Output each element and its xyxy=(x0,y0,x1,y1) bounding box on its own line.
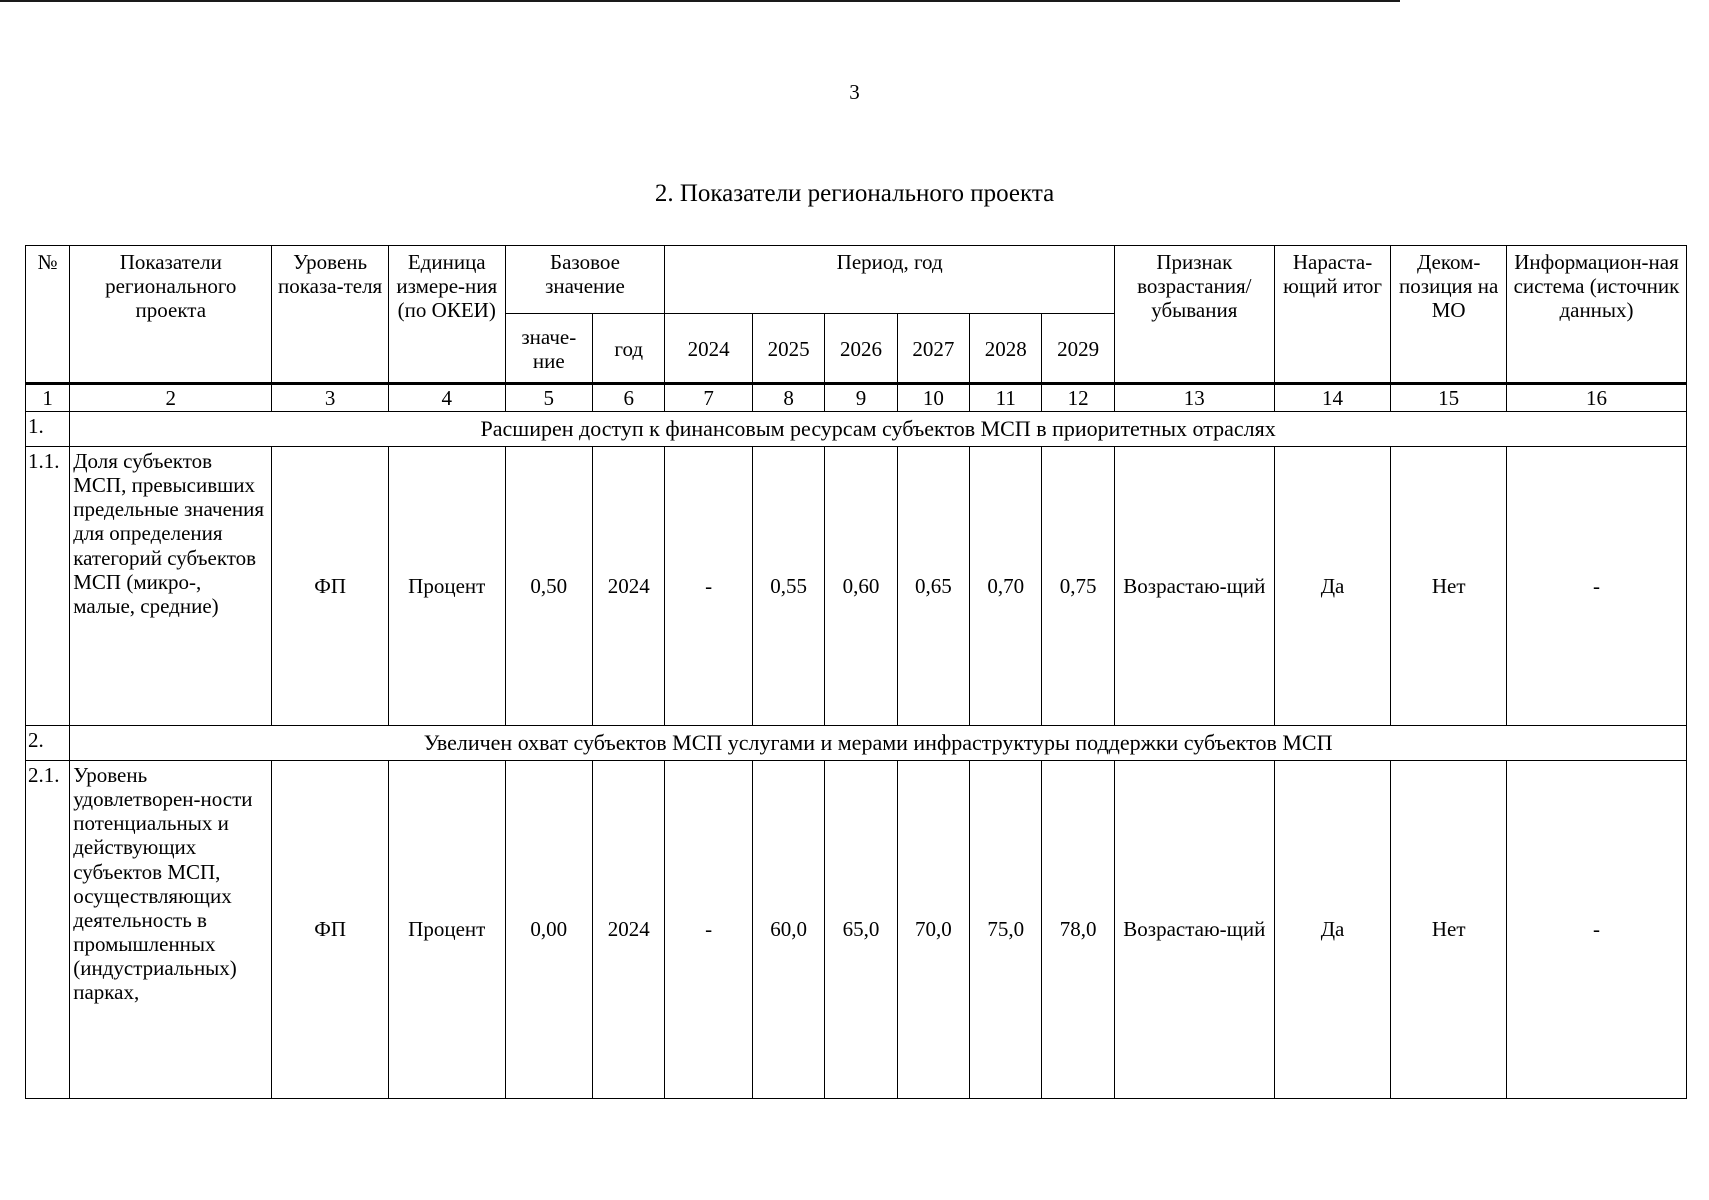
indicator-name: Доля субъектов МСП, превысивших предельные значения для определения категорий субъектов МСП (микро-, малые, средние) xyxy=(70,447,272,726)
indicator-value-2026: 0,60 xyxy=(825,447,897,726)
indicator-name: Уровень удовлетворен-ности потенциальных и действующих субъектов МСП, осуществляющих деятельность в промышленных (индустриальных) парках, xyxy=(70,761,272,1099)
indicator-row-1-1 xyxy=(26,447,1687,726)
indicator-base-value: 0,00 xyxy=(505,761,592,1099)
indicator-value-2028: 0,70 xyxy=(970,447,1042,726)
column-number: 4 xyxy=(388,384,505,412)
indicator-base-year: 2024 xyxy=(593,447,665,726)
indicator-base-value: 0,50 xyxy=(505,447,592,726)
header-base-value: значе-ние xyxy=(505,314,592,384)
indicator-value-2027: 0,65 xyxy=(897,447,969,726)
header-base: Базовое значение xyxy=(505,246,665,314)
section-title-cell: Расширен доступ к финансовым ресурсам субъектов МСП в приоритетных отраслях xyxy=(70,412,1687,447)
indicator-value-2024: - xyxy=(665,447,752,726)
header-year-2029: 2029 xyxy=(1042,314,1114,384)
indicator-base-year: 2024 xyxy=(593,761,665,1099)
indicator-value-2024: - xyxy=(665,761,752,1099)
indicator-value-2029: 0,75 xyxy=(1042,447,1114,726)
indicator-value-2026: 65,0 xyxy=(825,761,897,1099)
header-level: Уровень показа-теля xyxy=(272,246,389,384)
section-row-2 xyxy=(26,726,1687,761)
column-number: 16 xyxy=(1506,384,1686,412)
column-number: 15 xyxy=(1391,384,1507,412)
section-number: 1. xyxy=(26,412,70,447)
section-number: 2. xyxy=(26,726,70,761)
header-indicator: Показатели регионального проекта xyxy=(70,246,272,384)
column-number: 2 xyxy=(70,384,272,412)
header-cumulative: Нараста-ющий итог xyxy=(1274,246,1391,384)
header-decomposition: Деком-позиция на МО xyxy=(1391,246,1507,384)
header-unit: Единица измере-ния (по ОКЕИ) xyxy=(388,246,505,384)
indicator-level: ФП xyxy=(272,761,389,1099)
indicator-trend: Возрастаю-щий xyxy=(1114,761,1274,1099)
header-info-system: Информацион-ная система (источник данных) xyxy=(1506,246,1686,384)
indicator-number: 2.1. xyxy=(26,761,70,1099)
indicator-info-system: - xyxy=(1506,761,1686,1099)
header-year-2024: 2024 xyxy=(665,314,752,384)
header-trend: Признак возрастания/ убывания xyxy=(1114,246,1274,384)
indicator-number: 1.1. xyxy=(26,447,70,726)
column-number: 11 xyxy=(970,384,1042,412)
scan-edge-line xyxy=(0,0,1400,2)
header-year-2025: 2025 xyxy=(752,314,824,384)
column-number: 3 xyxy=(272,384,389,412)
column-number: 5 xyxy=(505,384,592,412)
column-number: 8 xyxy=(752,384,824,412)
indicator-value-2025: 0,55 xyxy=(752,447,824,726)
header-year-2026: 2026 xyxy=(825,314,897,384)
column-number: 1 xyxy=(26,384,70,412)
column-number: 10 xyxy=(897,384,969,412)
indicator-value-2029: 78,0 xyxy=(1042,761,1114,1099)
header-num: № xyxy=(26,246,70,384)
column-number: 7 xyxy=(665,384,752,412)
column-number: 14 xyxy=(1274,384,1391,412)
indicator-unit: Процент xyxy=(388,447,505,726)
indicator-trend: Возрастаю-щий xyxy=(1114,447,1274,726)
section-title-cell: Увеличен охват субъектов МСП услугами и мерами инфраструктуры поддержки субъектов МСП xyxy=(70,726,1687,761)
column-number: 13 xyxy=(1114,384,1274,412)
indicator-decomposition: Нет xyxy=(1391,761,1507,1099)
indicator-info-system: - xyxy=(1506,447,1686,726)
section-row-1 xyxy=(26,412,1687,447)
header-period: Период, год xyxy=(665,246,1114,314)
header-year-2028: 2028 xyxy=(970,314,1042,384)
column-numbers-row xyxy=(26,384,1687,412)
page-number: 3 xyxy=(849,80,860,104)
indicator-cumulative: Да xyxy=(1274,447,1391,726)
indicator-cumulative: Да xyxy=(1274,761,1391,1099)
column-number: 6 xyxy=(593,384,665,412)
header-row-top xyxy=(26,246,1687,314)
indicator-row-2-1 xyxy=(26,761,1687,1099)
indicator-value-2028: 75,0 xyxy=(970,761,1042,1099)
indicators-table xyxy=(25,245,1687,1099)
column-number: 9 xyxy=(825,384,897,412)
indicator-decomposition: Нет xyxy=(1391,447,1507,726)
indicator-level: ФП xyxy=(272,447,389,726)
indicator-value-2027: 70,0 xyxy=(897,761,969,1099)
indicator-value-2025: 60,0 xyxy=(752,761,824,1099)
indicator-unit: Процент xyxy=(388,761,505,1099)
header-base-year: год xyxy=(593,314,665,384)
section-title: 2. Показатели регионального проекта xyxy=(654,180,1055,207)
column-number: 12 xyxy=(1042,384,1114,412)
header-year-2027: 2027 xyxy=(897,314,969,384)
